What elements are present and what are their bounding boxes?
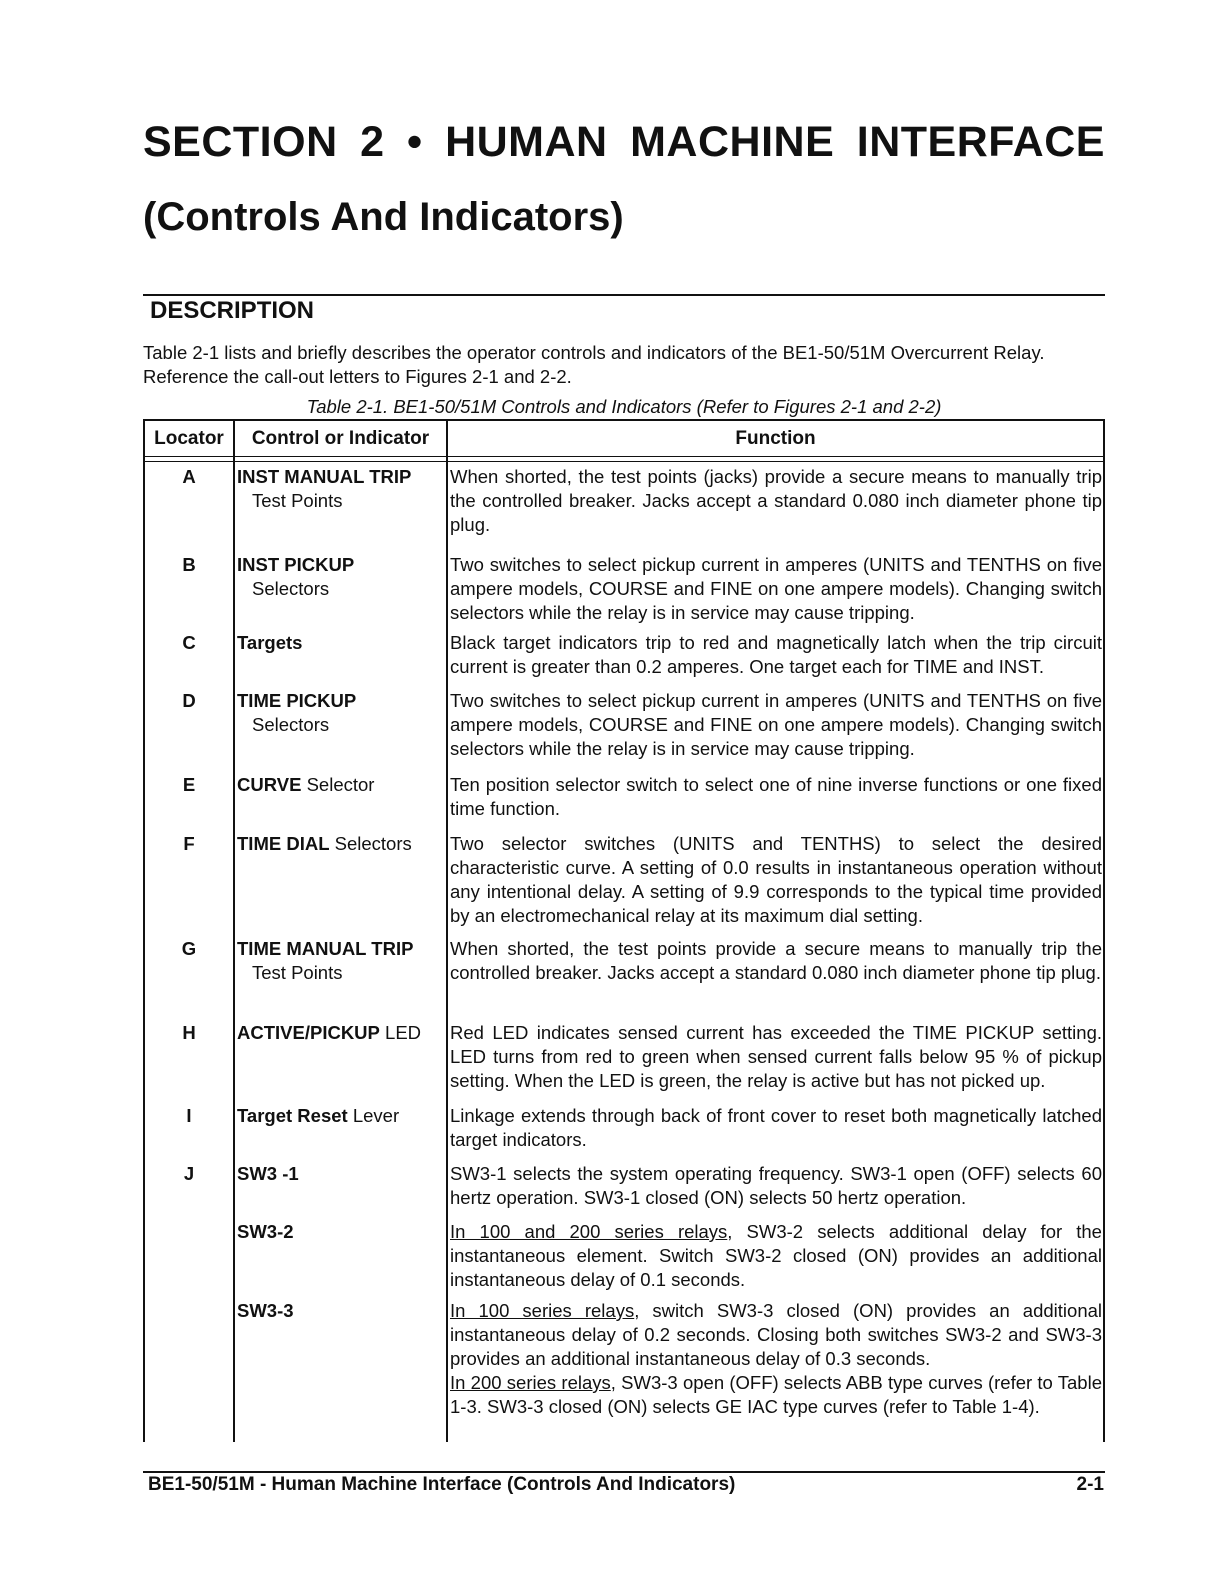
locator-letter: I [186,1105,192,1126]
control-label: TIME DIAL Selectors [237,833,412,854]
footer-title: BE1-50/51M - Human Machine Interface (Controls And Indicators) [148,1474,736,1495]
locator-letter: G [181,938,197,959]
function-text: SW3-1 selects the system operating frequency. SW3-1 open (OFF) selects 60 hertz operation. SW3-1 closed (ON) selects 50 hertz operation. [450,1163,1102,1208]
control-label: TIME MANUAL TRIP Test Points [237,938,414,983]
function-text: In 100 series relays, switch SW3-3 closed (ON) provides an additional instantaneous delay of 0.2 seconds. Closing both switches SW3-2 and SW3-3 provides an additional instantaneous delay of 0.3 seconds. In 200 series relays, SW3-3 open (OFF) selects ABB type curves (refer to Table 1-3. SW3-3 closed (ON) selects GE IAC type curves (refer to Table 1-4). [450,1300,1103,1417]
title-word: • [407,118,423,166]
function-text: Two switches to select pickup current in amperes (UNITS and TENTHS on five ampere models, COURSE and FINE on one ampere models). Changing switch selectors while the relay is in service may cause tripping. [450,690,1102,759]
description-heading: DESCRIPTION [150,297,315,324]
control-label: Targets [237,632,303,653]
title-word: HUMAN [445,118,608,166]
locator-letter: E [182,774,196,795]
title-word: INTERFACE [856,118,1105,166]
control-label: Target Reset Lever [237,1105,400,1126]
function-text: Two selector switches (UNITS and TENTHS) to select the desired characteristic curve. A setting of 0.0 results in instantaneous operation without any intentional delay. A setting of 9.9 corresponds to the typical time provided by an electromechanical relay at its maximum dial setting. [450,833,1102,926]
locator-letter: C [182,632,196,653]
function-text: When shorted, the test points (jacks) provide a secure means to manually trip the controlled breaker. Jacks accept a standard 0.080 inch diameter phone tip plug. [450,466,1102,535]
header-control: Control or Indicator [251,428,430,449]
function-text: When shorted, the test points provide a secure means to manually trip the controlled breaker. Jacks accept a standard 0.080 inch diameter phone tip plug. [450,938,1102,983]
header-locator: Locator [154,428,224,449]
function-text: Black target indicators trip to red and magnetically latch when the trip circuit current is greater than 0.2 amperes. One target each for TIME and INST. [450,632,1102,677]
control-label: SW3-3 [237,1300,294,1321]
locator-letter: F [183,833,195,854]
function-text: Red LED indicates sensed current has exceeded the TIME PICKUP setting. LED turns from red to green when sensed current falls below 95 % of pickup setting. When the LED is green, the relay is active but has not picked up. [450,1022,1102,1091]
section-subtitle: (Controls And Indicators) [143,195,624,239]
locator-letter: J [183,1163,195,1184]
function-text: Two switches to select pickup current in amperes (UNITS and TENTHS on five ampere models, COURSE and FINE on one ampere models). Changing switch selectors while the relay is in service may cause tripping. [450,554,1102,623]
description-rule [143,294,1105,296]
section-title [143,118,1105,167]
control-label: INST PICKUP Selectors [237,554,355,599]
table-caption: Table 2-1. BE1-50/51M Controls and Indicators (Refer to Figures 2-1 and 2-2) [306,396,942,417]
control-label: INST MANUAL TRIP Test Points [237,466,412,511]
title-word: SECTION [143,118,338,166]
control-label: SW3-2 [237,1221,294,1242]
title-word: 2 [360,118,385,166]
header-function: Function [735,428,816,449]
control-label: TIME PICKUP Selectors [237,690,357,735]
locator-letter: H [182,1022,196,1043]
description-intro: Table 2-1 lists and briefly describes the operator controls and indicators of the BE1-50/51M Overcurrent Relay. Reference the call-out letters to Figures 2-1 and 2-2. [143,342,1045,387]
column-divider [233,421,235,1442]
locator-letter: B [182,554,196,575]
column-divider [446,421,448,1442]
controls-table [143,419,1105,1442]
page-number: 2-1 [1076,1474,1104,1495]
title-word: MACHINE [630,118,835,166]
function-text: In 100 and 200 series relays, SW3-2 selects additional delay for the instantaneous element. Switch SW3-2 closed (ON) provides an additional instantaneous delay of 0.1 seconds. [450,1221,1102,1290]
header-rule [145,456,1103,462]
footer-rule [143,1471,1105,1473]
control-label: ACTIVE/PICKUP LED [237,1022,422,1043]
control-label: CURVE Selector [237,774,375,795]
locator-letter: D [182,690,196,711]
function-text: Linkage extends through back of front cover to reset both magnetically latched target indicators. [450,1105,1102,1150]
function-text: Ten position selector switch to select one of nine inverse functions or one fixed time function. [450,774,1102,819]
locator-letter: A [182,466,196,487]
control-label: SW3 -1 [237,1163,299,1184]
